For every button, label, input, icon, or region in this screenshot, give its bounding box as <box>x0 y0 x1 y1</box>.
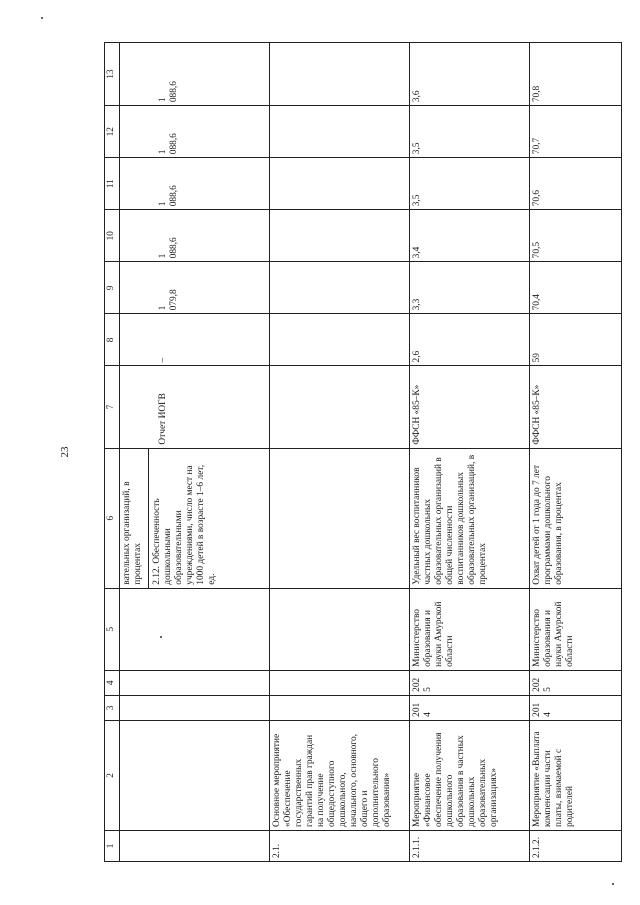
cell-number <box>120 830 270 861</box>
column-header: 11 <box>105 158 120 210</box>
value-thousands: 1 <box>158 305 168 311</box>
header-row <box>105 43 120 862</box>
cell-value: 3,6 <box>410 43 530 106</box>
cell-value: 3,4 <box>410 210 530 262</box>
cell-base-value <box>120 314 270 366</box>
value-rest: 088,6 <box>169 133 179 155</box>
cell-source <box>270 366 410 448</box>
cell-end-year <box>270 670 410 695</box>
column-header: 8 <box>105 314 120 366</box>
cell-responsible: Министерство образования и науки Амурской области <box>410 588 530 670</box>
cell-start-year <box>120 695 270 720</box>
program-indicators-table <box>104 42 622 862</box>
cell-value <box>120 210 270 262</box>
cell-name: Основное мероприятие «Обеспечение государственных гарантий прав граждан на получение общедоступного дошкольного, начального, основного, общего и дополнительного образования» <box>270 720 410 830</box>
cell-start-year: 2014 <box>530 695 622 720</box>
value-rest: 088,6 <box>169 237 179 259</box>
cell-value <box>120 106 270 158</box>
column-header: 7 <box>105 366 120 448</box>
cell-value <box>120 158 270 210</box>
cell-base-value: 59 <box>530 314 622 366</box>
cell-base-value <box>270 314 410 366</box>
cell-value <box>120 43 270 106</box>
column-header: 13 <box>105 43 120 106</box>
cell-start-year: 2014 <box>410 695 530 720</box>
value-rest: 079,8 <box>169 289 179 311</box>
column-header: 10 <box>105 210 120 262</box>
column-header: 5 <box>105 588 120 670</box>
table-row <box>530 43 622 862</box>
cell-indicator: Охват детей от 1 года до 7 лет программами дошкольного образования, в процентах <box>530 448 622 588</box>
cell-end-year: 2025 <box>530 670 622 695</box>
cell-value: 70,4 <box>530 262 622 314</box>
cell-responsible <box>270 588 410 670</box>
column-header: 9 <box>105 262 120 314</box>
column-header: 6 <box>105 448 120 588</box>
value-thousands: 1 <box>158 253 168 259</box>
cell-number: 2.1.2. <box>530 830 622 861</box>
table-row <box>120 43 270 862</box>
cell-value: 70,8 <box>530 43 622 106</box>
cell-source: ФФСН «85–К» <box>410 366 530 448</box>
cell-end-year: 2025 <box>410 670 530 695</box>
cell-value <box>270 158 410 210</box>
cell-value <box>270 43 410 106</box>
cell-end-year <box>120 670 270 695</box>
cell-value: 3,5 <box>410 158 530 210</box>
value-rest: 088,6 <box>169 185 179 207</box>
cell-responsible <box>120 588 270 670</box>
cell-name: Мероприятие «Финансовое обеспечение получения дошкольного образования в частных дошкольных образовательных организациях» <box>410 720 530 830</box>
table-row <box>410 43 530 862</box>
cell-indicator <box>120 448 270 588</box>
cell-name <box>120 720 270 830</box>
scan-speck <box>41 17 43 19</box>
cell-indicator <box>270 448 410 588</box>
cell-value: 70,6 <box>530 158 622 210</box>
column-header: 3 <box>105 695 120 720</box>
cell-base-value: 2,6 <box>410 314 530 366</box>
cell-value <box>120 262 270 314</box>
cell-value <box>270 210 410 262</box>
source-text: Отчет ИОГВ <box>158 393 168 445</box>
value-thousands: 1 <box>158 97 168 103</box>
indicator-2-12: 2.12. Обеспеченность дошкольными образовательными учреждениями, число мест на 1000 детей в возрасте 1–6 лет, ед. <box>148 449 218 588</box>
cell-source <box>120 366 270 448</box>
value-thousands: 1 <box>158 149 168 155</box>
cell-name: Мероприятие «Выплата компенсации части платы, взимаемой с родителей <box>530 720 622 830</box>
cell-indicator: Удельный вес воспитанников частных дошкольных образовательных организаций в общей численности воспитанников дошкольных образовательных организаций, в процентах <box>410 448 530 588</box>
value-rest: 088,6 <box>169 81 179 103</box>
cell-value: 70,7 <box>530 106 622 158</box>
value-thousands: 1 <box>158 201 168 207</box>
cell-value: 3,5 <box>410 106 530 158</box>
column-header: 2 <box>105 720 120 830</box>
cell-value: 3,3 <box>410 262 530 314</box>
cell-source: ФФСН «85–К» <box>530 366 622 448</box>
cell-value <box>270 262 410 314</box>
column-header: 1 <box>105 830 120 861</box>
indicator-continuation: вательных организаций, в процентах <box>122 481 143 585</box>
column-header: 12 <box>105 106 120 158</box>
scan-speck <box>612 883 614 885</box>
column-header: 4 <box>105 670 120 695</box>
cell-value <box>270 106 410 158</box>
cell-value: 70,5 <box>530 210 622 262</box>
cell-number: 2.1.1. <box>410 830 530 861</box>
rotated-table-container <box>104 42 620 862</box>
base-value-text: – <box>158 357 168 363</box>
cell-responsible: Министерство образования и науки Амурской области <box>530 588 622 670</box>
table-row <box>270 43 410 862</box>
page-number: 23 <box>59 446 71 458</box>
cell-start-year <box>270 695 410 720</box>
cell-number: 2.1. <box>270 830 410 861</box>
